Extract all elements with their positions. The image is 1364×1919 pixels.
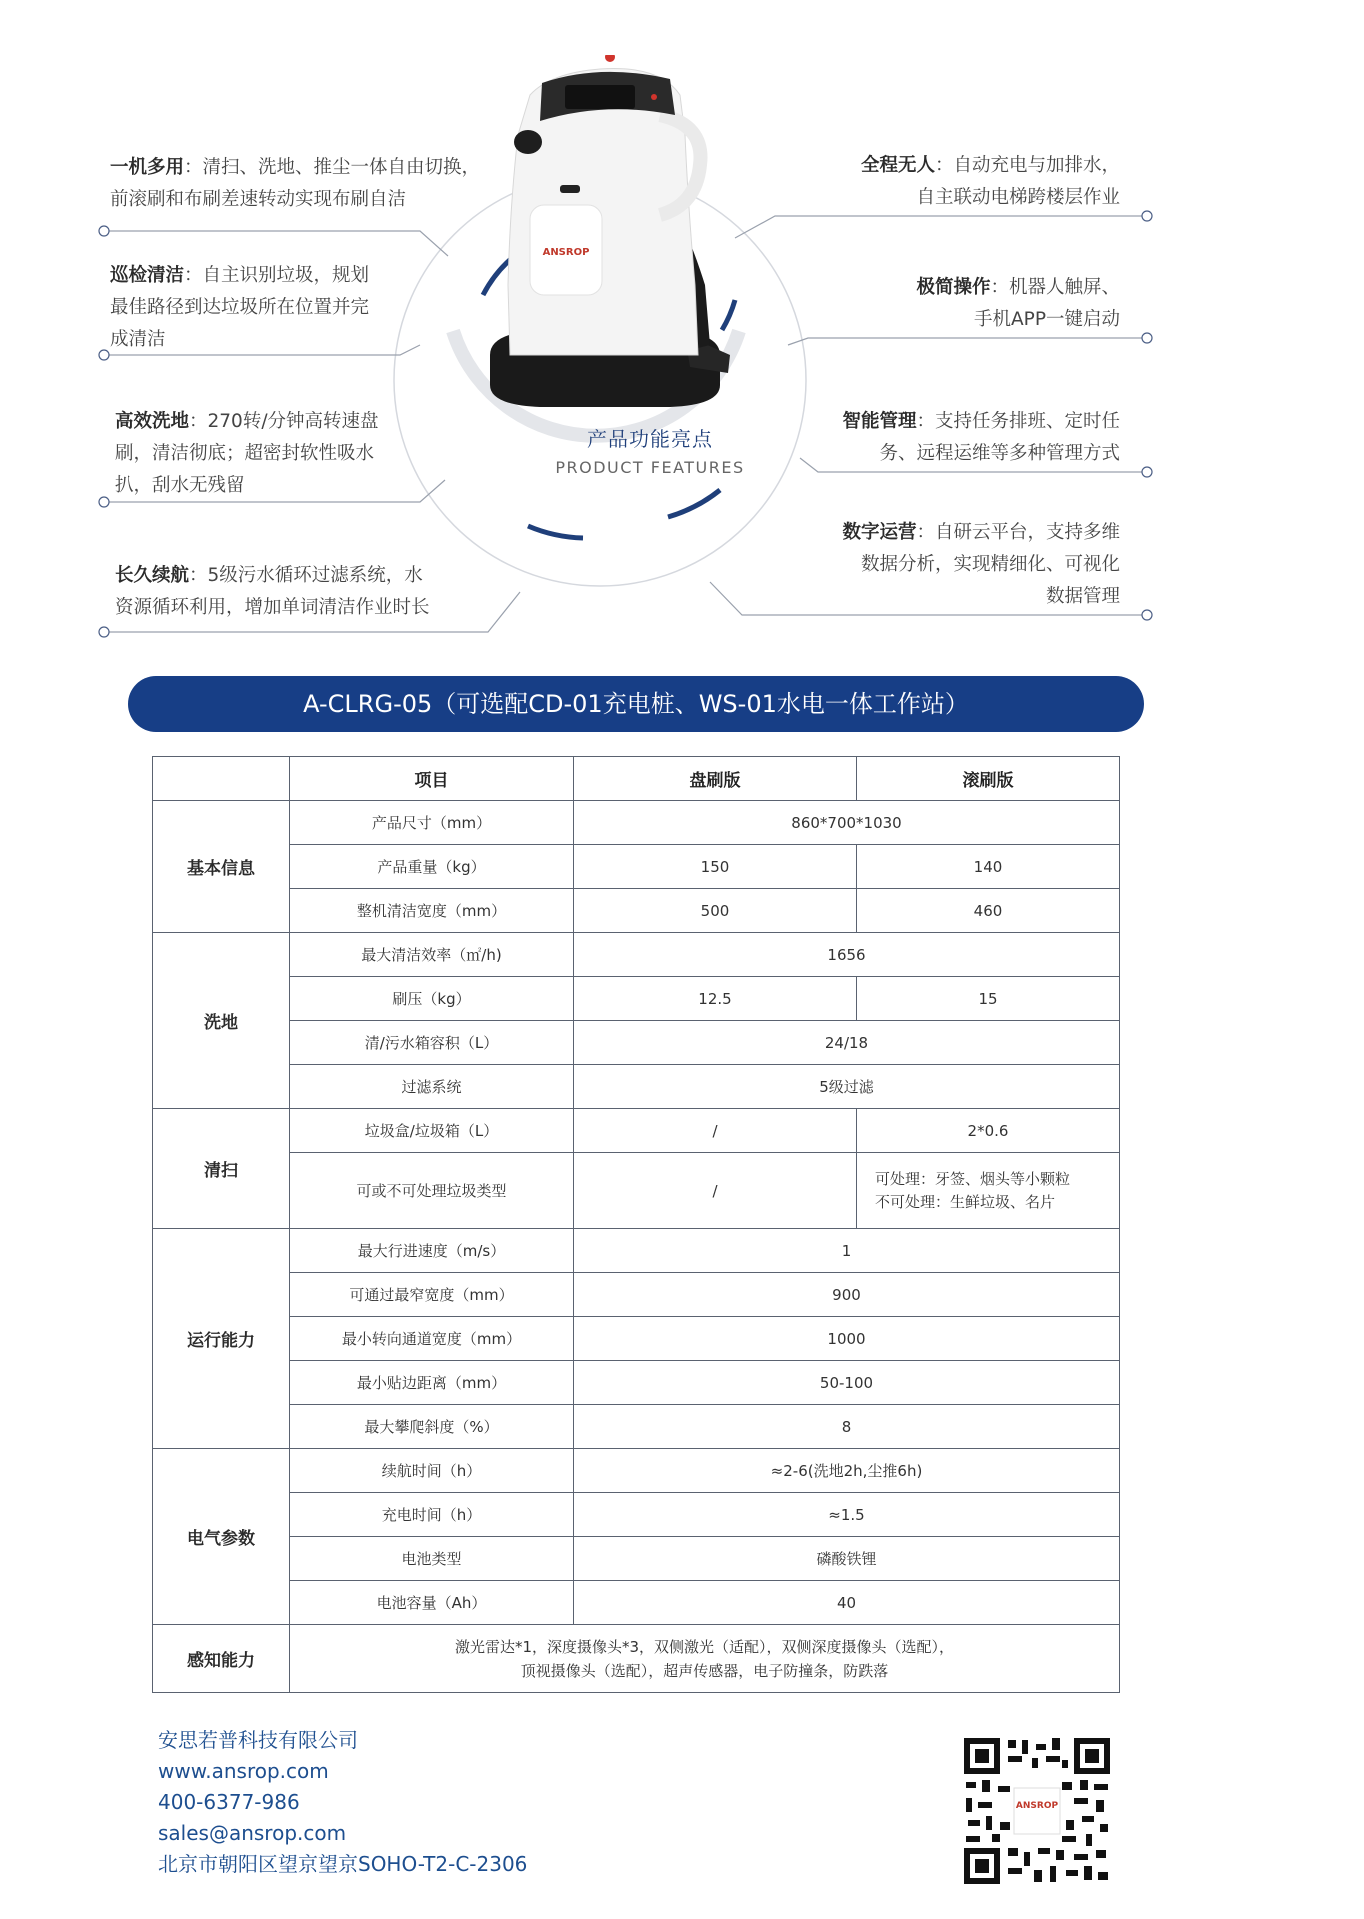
company-name: 安思若普科技有限公司: [158, 1728, 358, 1752]
table-row: [153, 1021, 1120, 1065]
value-cell: /: [574, 1109, 857, 1153]
table-row: [153, 1065, 1120, 1109]
feature-text: ：270转/分钟高转速盘: [189, 411, 379, 432]
feature-title: 一机多用: [110, 157, 185, 178]
table-row: [153, 1229, 1120, 1273]
feature-text: ：机器人触屏、: [990, 277, 1120, 298]
item-cell: 整机清洁宽度（mm）: [290, 889, 574, 933]
table-row: [153, 1361, 1120, 1405]
address: 北京市朝阳区望京望京SOHO-T2-C-2306: [158, 1852, 528, 1876]
item-cell: 电池类型: [290, 1537, 574, 1581]
table-row: [153, 1109, 1120, 1153]
value-cell: 50-100: [574, 1361, 1120, 1405]
feature-text: ：自动充电与加排水，: [934, 155, 1120, 176]
value-cell: 1: [574, 1229, 1120, 1273]
feature-text: 数据管理: [1045, 586, 1120, 607]
spec-table: [152, 756, 1120, 1693]
feature-text: 自主联动电梯跨楼层作业: [916, 187, 1120, 208]
table-row: [153, 845, 1120, 889]
table-row: [153, 1625, 1120, 1693]
value-line: 可处理：牙签、烟头等小颗粒: [875, 1169, 1071, 1188]
table-row: [153, 1449, 1120, 1493]
category-sensing: 感知能力: [153, 1625, 290, 1693]
category-wash: 洗地: [153, 933, 290, 1109]
feature-text: 数据分析，实现精细化、可视化: [860, 554, 1120, 575]
phone-number: 400-6377-986: [158, 1790, 300, 1814]
qr-brand-label: ANSROP: [1015, 1801, 1059, 1811]
item-cell: 清/污水箱容积（L）: [290, 1021, 574, 1065]
robot-image: [470, 55, 730, 425]
feature-text: 手机APP一键启动: [974, 309, 1120, 330]
table-row: [153, 1273, 1120, 1317]
value-cell: 140: [857, 845, 1120, 889]
item-cell: 最小转向通道宽度（mm）: [290, 1317, 574, 1361]
feature-title: 巡检清洁: [110, 265, 185, 286]
feature-long-endurance: [115, 560, 430, 624]
item-cell: 最小贴边距离（mm）: [290, 1361, 574, 1405]
header-roller-brush: 滚刷版: [857, 757, 1120, 801]
value-cell: 460: [857, 889, 1120, 933]
feature-text: 刷，清洁彻底；超密封软性吸水: [115, 443, 375, 464]
value-cell: 860*700*1030: [574, 801, 1120, 845]
value-cell: ≈2-6(洗地2h,尘推6h): [574, 1449, 1120, 1493]
value-cell: 500: [574, 889, 857, 933]
feature-title: 长久续航: [115, 565, 190, 586]
category-basic: 基本信息: [153, 801, 290, 933]
feature-text: ：自主识别垃圾，规划: [184, 265, 370, 286]
robot-brand-label: ANSROP: [542, 247, 590, 258]
features-center-title: [510, 423, 790, 477]
table-row: [153, 1317, 1120, 1361]
table-row: [153, 801, 1120, 845]
feature-title: 数字运营: [842, 522, 917, 543]
website-link[interactable]: www.ansrop.com: [158, 1759, 329, 1783]
value-cell: 15: [857, 977, 1120, 1021]
feature-title: 智能管理: [842, 411, 917, 432]
feature-text: ：支持任务排班、定时任: [916, 411, 1120, 432]
table-row: [153, 1493, 1120, 1537]
category-run: 运行能力: [153, 1229, 290, 1449]
value-cell: 磷酸铁锂: [574, 1537, 1120, 1581]
value-line: 顶视摄像头（选配），超声传感器，电子防撞条，防跌落: [520, 1661, 889, 1680]
qr-code-icon: [962, 1736, 1112, 1886]
feature-title: 极简操作: [916, 277, 991, 298]
feature-text: ：清扫、洗地、推尘一体自由切换，: [184, 157, 481, 178]
value-cell: ≈1.5: [574, 1493, 1120, 1537]
header-disc-brush: 盘刷版: [574, 757, 857, 801]
value-cell: 1656: [574, 933, 1120, 977]
table-header-row: [153, 757, 1120, 801]
item-cell: 充电时间（h）: [290, 1493, 574, 1537]
value-cell-multiline: [857, 1153, 1120, 1229]
category-sweep: 清扫: [153, 1109, 290, 1229]
value-line: 激光雷达*1，深度摄像头*3，双侧激光（适配），双侧深度摄像头（选配），: [454, 1637, 955, 1656]
value-cell: 1000: [574, 1317, 1120, 1361]
item-cell: 最大攀爬斜度（%）: [290, 1405, 574, 1449]
features-title-en: PRODUCT FEATURES: [555, 458, 745, 477]
feature-text: 前滚刷和布刷差速转动实现布刷自洁: [110, 189, 407, 210]
table-row: [153, 933, 1120, 977]
feature-title: 全程无人: [860, 155, 935, 176]
value-cell: 900: [574, 1273, 1120, 1317]
table-row: [153, 1405, 1120, 1449]
table-row: [153, 1153, 1120, 1229]
item-cell: 产品重量（kg）: [290, 845, 574, 889]
table-row: [153, 1581, 1120, 1625]
value-cell-multiline: [290, 1625, 1120, 1693]
feature-multi-purpose: [110, 152, 480, 216]
item-cell: 产品尺寸（mm）: [290, 801, 574, 845]
feature-inspection-cleaning: [110, 260, 369, 356]
feature-digital-operation: [842, 517, 1120, 613]
item-cell: 可通过最窄宽度（mm）: [290, 1273, 574, 1317]
value-cell: 40: [574, 1581, 1120, 1625]
header-blank: [153, 757, 290, 801]
feature-text: 成清洁: [110, 329, 166, 350]
category-electrical: 电气参数: [153, 1449, 290, 1625]
model-banner: A-CLRG-05（可选配CD-01充电桩、WS-01水电一体工作站）: [128, 676, 1144, 732]
item-cell: 可或不可处理垃圾类型: [290, 1153, 574, 1229]
feature-text: 资源循环利用，增加单词清洁作业时长: [115, 597, 430, 618]
feature-simple-operation: [916, 272, 1120, 336]
feature-efficient-scrubbing: [115, 406, 379, 502]
value-cell: 150: [574, 845, 857, 889]
header-item: 项目: [290, 757, 574, 801]
value-cell: 24/18: [574, 1021, 1120, 1065]
feature-smart-management: [842, 406, 1120, 470]
feature-text: ：5级污水循环过滤系统，水: [189, 565, 423, 586]
table-row: [153, 977, 1120, 1021]
item-cell: 垃圾盒/垃圾箱（L）: [290, 1109, 574, 1153]
feature-text: ：自研云平台，支持多维: [916, 522, 1120, 543]
value-cell: 5级过滤: [574, 1065, 1120, 1109]
contact-block: [158, 1725, 527, 1880]
table-row: [153, 1537, 1120, 1581]
feature-text: 务、远程运维等多种管理方式: [879, 443, 1120, 464]
value-cell: 8: [574, 1405, 1120, 1449]
item-cell: 电池容量（Ah）: [290, 1581, 574, 1625]
features-title-cn: 产品功能亮点: [587, 427, 713, 451]
item-cell: 刷压（kg）: [290, 977, 574, 1021]
value-cell: 12.5: [574, 977, 857, 1021]
item-cell: 最大行进速度（m/s）: [290, 1229, 574, 1273]
item-cell: 过滤系统: [290, 1065, 574, 1109]
feature-text: 最佳路径到达垃圾所在位置并完: [110, 297, 370, 318]
table-row: [153, 889, 1120, 933]
feature-text: 扒，刮水无残留: [115, 475, 245, 496]
value-line: 不可处理：生鲜垃圾、名片: [875, 1192, 1056, 1211]
item-cell: 续航时间（h）: [290, 1449, 574, 1493]
feature-title: 高效洗地: [115, 411, 190, 432]
email-link[interactable]: sales@ansrop.com: [158, 1821, 347, 1845]
feature-fully-unmanned: [861, 150, 1120, 214]
item-cell: 最大清洁效率（㎡/h): [290, 933, 574, 977]
value-cell: /: [574, 1153, 857, 1229]
value-cell: 2*0.6: [857, 1109, 1120, 1153]
